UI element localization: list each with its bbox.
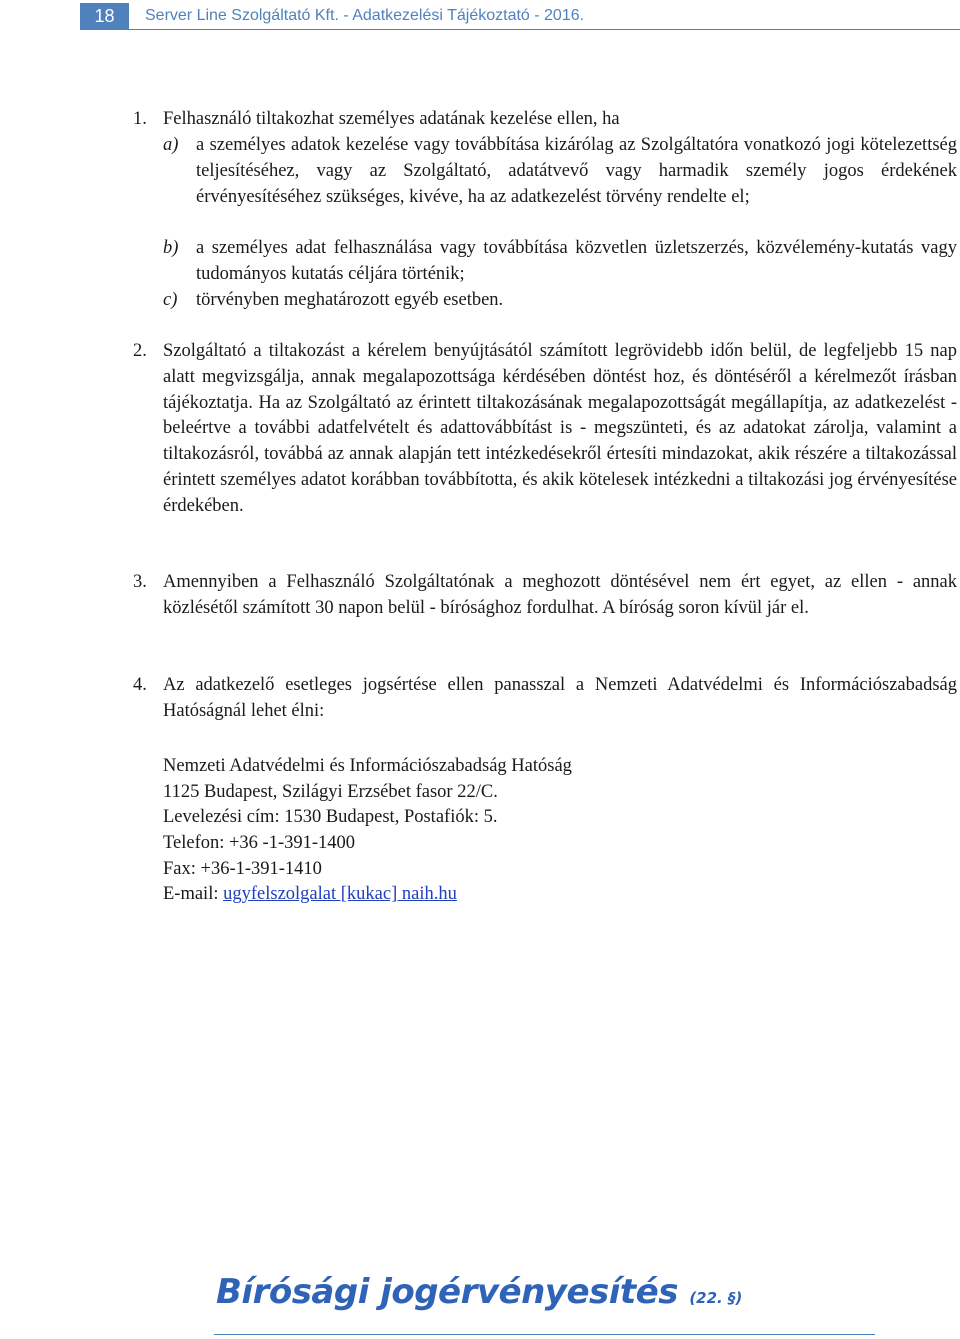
item-1-intro: Felhasználó tiltakozhat személyes adatának kezelése ellen, ha — [163, 109, 620, 129]
item-1-sub-a — [163, 133, 957, 210]
page-number: 18 — [80, 3, 129, 30]
item-3-text: Amennyiben a Felhasználó Szolgáltatónak a meghozott döntésével nem ért egyet, az ellen - annak közlésétől számított 30 napon belül - bírósághoz fordulhat. A bíróság soron kívül jár el. — [163, 572, 957, 618]
footer-divider — [214, 1334, 875, 1335]
item-2-number: 2. — [133, 341, 147, 361]
item-3-number: 3. — [133, 572, 147, 592]
email-link[interactable]: ugyfelszolgalat [kukac] naih.hu — [223, 884, 457, 904]
authority-postal-address: Levelezési cím: 1530 Budapest, Postafiók: 5. — [163, 807, 498, 827]
section-heading-paragraph-ref: (22. §) — [689, 1289, 743, 1307]
sub-c-label: c) — [163, 290, 178, 310]
authority-address: 1125 Budapest, Szilágyi Erzsébet fasor 22/C. — [163, 782, 498, 802]
header-title: Server Line Szolgáltató Kft. - Adatkezelési Tájékoztató - 2016. — [145, 7, 585, 24]
section-heading — [216, 1272, 742, 1312]
email-label: E-mail: — [163, 884, 224, 904]
authority-phone: Telefon: +36 -1-391-1400 — [163, 833, 356, 853]
item-1-sub-c — [163, 288, 957, 314]
sub-a-label: a) — [163, 135, 179, 155]
sub-a-text: a személyes adatok kezelése vagy továbbítása kizárólag az Szolgáltatóra vonatkozó jogi kötelezettség teljesítéséhez, vagy az Szolgáltató, adatátvevő vagy harmadik személy jogos érdekének érvényesítéséhez szükséges, kivéve, ha az adatkezelést törvény rendelte el; — [196, 135, 957, 207]
item-4-text: Az adatkezelő esetleges jogsértése ellen panasszal a Nemzeti Adatvédelmi és Információszabadság Hatóságnál lehet élni: — [163, 675, 957, 721]
sub-c-text: törvényben meghatározott egyéb esetben. — [196, 290, 504, 310]
header-divider — [129, 29, 960, 30]
item-1-number: 1. — [133, 109, 147, 129]
section-heading-text: Bírósági jogérvényesítés — [216, 1272, 678, 1312]
item-1-sub-b — [163, 236, 957, 288]
page-header — [0, 0, 960, 30]
authority-name: Nemzeti Adatvédelmi és Információszabadság Hatóság — [163, 756, 572, 776]
item-2-text: Szolgáltató a tiltakozást a kérelem benyújtásától számított legrövidebb időn belül, de legfeljebb 15 nap alatt megvizsgálja, annak megalapozottsága kérdésében döntést hoz, és döntéséről a kérelmezőt írásban tájékoztatja. Ha az Szolgáltató az érintett tiltakozásának megalapozottságát megállapítja, az adatkezelést - beleértve a további adatfelvételt és adattovábbítást is - megszünteti, és az adatokat zárolja, valamint a tiltakozásról, továbbá az annak alapján tett intézkedésekről értesíti mindazokat, akik részére a tiltakozással érintett személyes adatot korábban továbbította, és akik kötelesek intézkedni a tiltakozási jog érvényesítése érdekében. — [163, 341, 957, 516]
sub-b-label: b) — [163, 238, 179, 258]
item-4-number: 4. — [133, 675, 147, 695]
authority-email-line — [163, 882, 457, 908]
authority-fax: Fax: +36-1-391-1410 — [163, 859, 322, 879]
sub-b-text: a személyes adat felhasználása vagy továbbítása közvetlen üzletszerzés, közvélemény-kutatás vagy tudományos kutatás céljára történik; — [196, 238, 957, 284]
